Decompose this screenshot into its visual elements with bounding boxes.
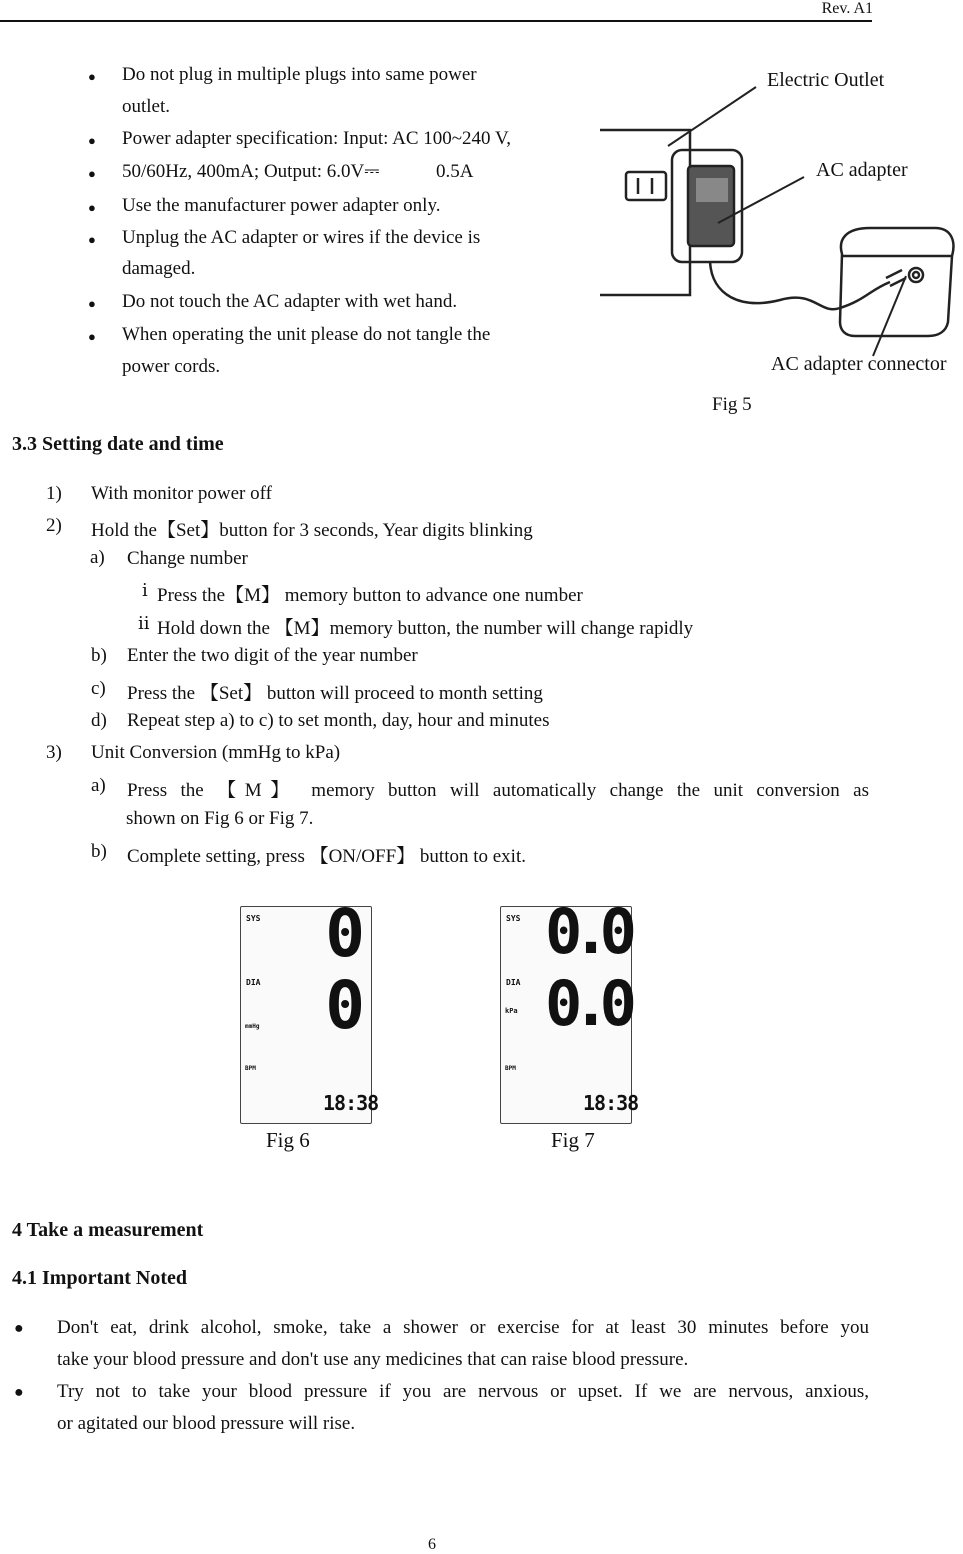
dia-label: DIA (246, 978, 261, 987)
step-text: Complete setting, press 【ON/OFF】 button to exit. (127, 846, 526, 867)
header-rule (0, 20, 872, 22)
step-text: shown on Fig 6 or Fig 7. (126, 808, 314, 829)
bullet-dot-icon: ● (14, 1320, 24, 1337)
step-text: With monitor power off (91, 483, 272, 504)
clock-time: 18:38 (583, 1091, 639, 1115)
pulse-label: BPM (505, 1065, 516, 1072)
step-text: Hold the【Set】button for 3 seconds, Year digits blinking (91, 520, 533, 541)
outlet-socket-icon (626, 172, 666, 200)
step-number: a) (90, 547, 105, 568)
step-number: b) (91, 841, 107, 862)
pulse-label: BPM (245, 1065, 256, 1072)
ac-adapter-illustration (590, 60, 963, 380)
list-item: 0.5A (436, 161, 474, 182)
bullet-dot-icon: ● (88, 200, 96, 215)
fig7-caption: Fig 7 (551, 1128, 595, 1152)
list-item: Use the manufacturer power adapter only. (122, 195, 441, 216)
step-number: c) (91, 678, 106, 699)
step-number: 2) (46, 515, 62, 536)
sys-label: SYS (506, 914, 521, 923)
fig6-caption: Fig 6 (266, 1128, 310, 1152)
step-number: d) (91, 710, 107, 731)
step-number: 1) (46, 483, 62, 504)
lcd-display-fig6 (240, 895, 379, 1124)
step-text: Repeat step a) to c) to set month, day, hour and minutes (127, 710, 550, 731)
bullet-dot-icon: ● (88, 133, 96, 148)
unit-label: kPa (505, 1007, 518, 1015)
list-item: 50/60Hz, 400mA; Output: 6.0V⎓ (122, 161, 380, 182)
list-item: Don't eat, drink alcohol, smoke, take a shower or exercise for at least 30 minutes before you (57, 1317, 869, 1338)
list-item: or agitated our blood pressure will rise. (57, 1413, 356, 1434)
ac-adapter-label: AC adapter (816, 159, 908, 181)
bullet-dot-icon: ● (88, 329, 96, 344)
list-item: power cords. (122, 356, 221, 377)
list-item: Do not plug in multiple plugs into same power (122, 64, 477, 85)
lcd-display-fig7 (500, 895, 639, 1124)
section-heading-4-1: 4.1 Important Noted (12, 1267, 187, 1289)
fig5-caption: Fig 5 (712, 394, 752, 415)
step-text: Press the 【M】 memory button will automatically change the unit conversion as (127, 780, 869, 801)
step-number: 3) (46, 742, 62, 763)
bullet-dot-icon: ● (88, 69, 96, 84)
sys-value: 0.0 (545, 895, 627, 968)
revision-label: Rev. A1 (821, 0, 873, 17)
bullet-dot-icon: ● (88, 232, 96, 247)
unit-label: mmHg (245, 1023, 260, 1030)
dia-value: 0 (325, 967, 365, 1044)
list-item: Power adapter specification: Input: AC 100~240 V, (122, 128, 511, 149)
bullet-dot-icon: ● (88, 166, 96, 181)
step-number: a) (91, 775, 106, 796)
dia-label: DIA (506, 978, 521, 987)
ac-adapter-connector-label: AC adapter connector (771, 353, 947, 375)
sys-label: SYS (246, 914, 261, 923)
sys-value: 0 (325, 895, 365, 972)
list-item: Unplug the AC adapter or wires if the device is (122, 227, 481, 248)
list-item: damaged. (122, 258, 196, 279)
electric-outlet-label: Electric Outlet (767, 69, 885, 91)
step-text: Enter the two digit of the year number (127, 645, 418, 666)
step-text: Press the 【Set】 button will proceed to month setting (127, 683, 543, 704)
step-text: Hold down the 【M】memory button, the number will change rapidly (157, 618, 694, 639)
step-number: ⅱ (138, 613, 150, 633)
bullet-dot-icon: ● (14, 1384, 24, 1401)
step-text: Press the【M】 memory button to advance one number (157, 585, 583, 606)
page-number: 6 (428, 1536, 436, 1553)
list-item: outlet. (122, 96, 171, 117)
section-heading-3-3: 3.3 Setting date and time (12, 433, 224, 455)
list-item: Do not touch the AC adapter with wet hand. (122, 291, 458, 312)
step-number: b) (91, 645, 107, 666)
list-item: take your blood pressure and don't use any medicines that can raise blood pressure. (57, 1349, 689, 1370)
bullet-dot-icon: ● (88, 296, 96, 311)
section-heading-4: 4 Take a measurement (12, 1219, 204, 1241)
step-text: Unit Conversion (mmHg to kPa) (91, 742, 341, 763)
connector-port-icon (909, 268, 923, 282)
wall-outlet-plate (600, 130, 690, 295)
clock-time: 18:38 (323, 1091, 379, 1115)
step-number: ⅰ (142, 580, 148, 600)
list-item: Try not to take your blood pressure if you are nervous or upset. If we are nervous, anxious, (57, 1381, 869, 1402)
dia-value: 0.0 (545, 967, 627, 1040)
list-item: When operating the unit please do not tangle the (122, 324, 491, 345)
step-text: Change number (127, 548, 248, 569)
